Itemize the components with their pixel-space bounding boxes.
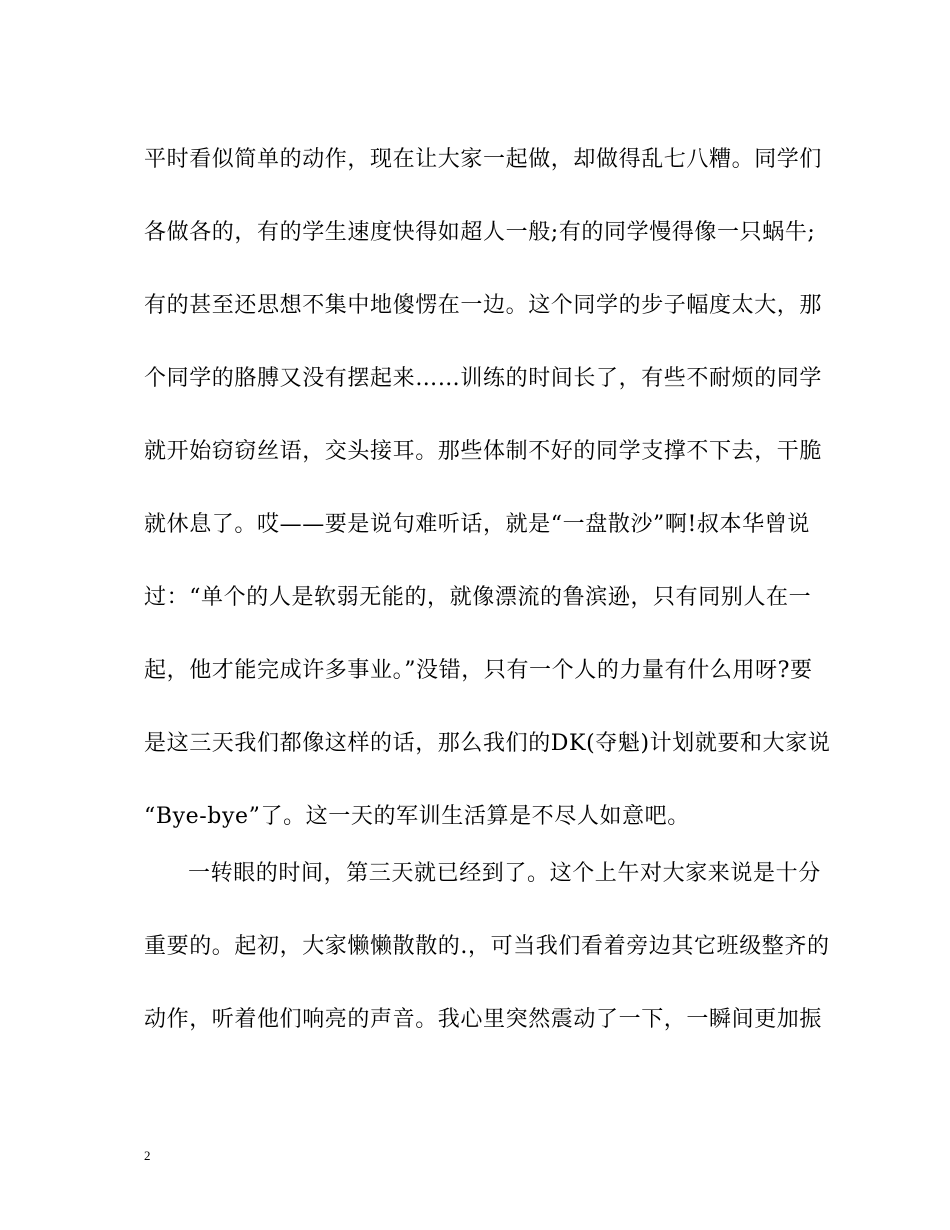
- text-line: 就开始窃窃丝语，交头接耳。那些体制不好的同学支撑不下去，干脆: [144, 439, 823, 464]
- text-line: 各做各的，有的学生速度快得如超人一般;有的同学慢得像一只蜗牛;: [144, 220, 816, 245]
- page-number: 2: [144, 1148, 151, 1163]
- text-line: 是这三天我们都像这样的话，那么我们的DK(夺魁)计划就要和大家说: [144, 731, 831, 756]
- text-line: 起，他才能完成许多事业。”没错，只有一个人的力量有什么用呀?要: [144, 658, 813, 683]
- paragraph-first-line: 一转眼的时间，第三天就已经到了。这个上午对大家来说是十分: [188, 861, 821, 886]
- text-line: 重要的。起初，大家懒懒散散的.，可当我们看着旁边其它班级整齐的: [144, 934, 830, 959]
- text-line: 个同学的胳膊又没有摆起来……训练的时间长了，有些不耐烦的同学: [144, 366, 823, 391]
- text-line: 平时看似简单的动作，现在让大家一起做，却做得乱七八糟。同学们: [144, 147, 823, 172]
- text-line: 动作，听着他们响亮的声音。我心里突然震动了一下，一瞬间更加振: [144, 1007, 823, 1032]
- text-line: 有的甚至还思想不集中地傻愣在一边。这个同学的步子幅度太大，那: [144, 293, 823, 318]
- text-line: “Bye-bye”了。这一天的军训生活算是不尽人如意吧。: [144, 804, 690, 829]
- text-line: 过：“单个的人是软弱无能的，就像漂流的鲁滨逊，只有同别人在一: [144, 585, 812, 610]
- text-line: 就休息了。哎——要是说句难听话，就是“一盘散沙”啊!叔本华曾说: [144, 512, 810, 537]
